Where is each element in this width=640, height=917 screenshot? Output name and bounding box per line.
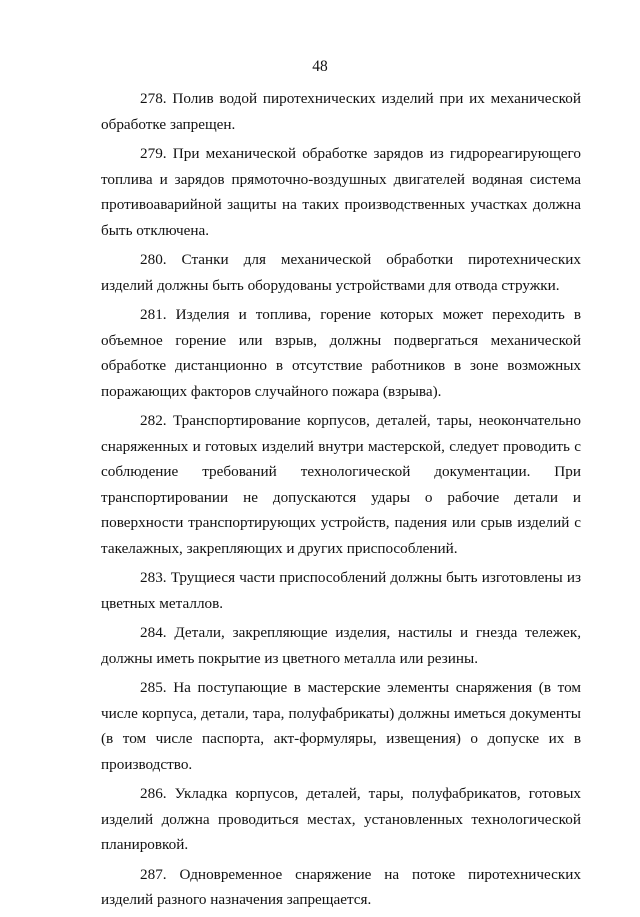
paragraph-280: 280. Станки для механической обработки пиротехнических изделий должны быть оборудованы устройствами для отвода стружки.: [101, 251, 581, 294]
paragraph-284: 284. Детали, закрепляющие изделия, настилы и гнезда тележек, должны иметь покрытие из цветного металла или резины.: [101, 624, 581, 667]
document-body: [101, 86, 581, 917]
paragraph-282: 282. Транспортирование корпусов, деталей, тары, неокончательно снаряженных и готовых изделий внутри мастерской, следует проводить с соблюдение требований технологической документации. При транспортировании не допускаются удары о рабочие детали и поверхности транспортирующих устройств, падения или срыв изделий с такелажных, закрепляющих и других приспособлений.: [101, 412, 581, 557]
paragraph-281: 281. Изделия и топлива, горение которых может переходить в объемное горение или взрыв, должны подвергаться механической обработке дистанционно в отсутствие работников в зоне возможных поражающих факторов случайного пожара (взрыва).: [101, 306, 581, 400]
paragraph-283: 283. Трущиеся части приспособлений должны быть изготовлены из цветных металлов.: [101, 569, 581, 612]
paragraph-278: 278. Полив водой пиротехнических изделий при их механической обработке запрещен.: [101, 90, 581, 133]
paragraph-286: 286. Укладка корпусов, деталей, тары, полуфабрикатов, готовых изделий должна проводиться местах, установленных технологической планировкой.: [101, 785, 581, 853]
page-number: 48: [312, 58, 328, 75]
paragraph-279: 279. При механической обработке зарядов из гидрореагирующего топлива и зарядов прямоточно-воздушных двигателей водяная система противоаварийной защиты на таких производственных участках должна быть отключена.: [101, 145, 581, 239]
paragraph-287: 287. Одновременное снаряжение на потоке пиротехнических изделий разного назначения запрещается.: [101, 865, 581, 908]
paragraph-285: 285. На поступающие в мастерские элементы снаряжения (в том числе корпуса, детали, тара, полуфабрикаты) должны иметься документы (в том числе паспорта, акт-формуляры, извещения) о допуске их в производство.: [101, 679, 581, 773]
